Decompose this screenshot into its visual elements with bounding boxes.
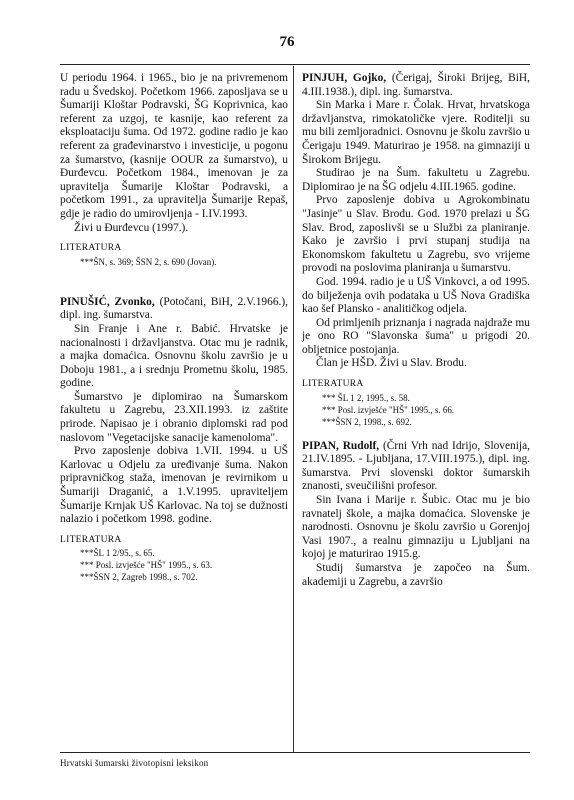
paragraph: Od primljenih priznanja i nagrada najdraže mu je ono RO "Slavonska šuma" u prigodi 20. obljetnice postojanja. — [302, 316, 530, 356]
entry-intro: (Čerigaj, Široki Brijeg, BiH, 4.III.1938.), dipl. ing. šumarstva. — [302, 72, 531, 98]
left-column — [60, 72, 288, 595]
literature-title: LITERATURA — [302, 379, 364, 390]
entry-intro: (Potočani, BiH, 2.V.1966.), dipl. ing. šumarstva. — [60, 295, 288, 322]
entry-pinjuh — [302, 72, 530, 428]
literature-item: *** Posl. izvješće "HŠ" 1995., s. 63. — [80, 560, 213, 571]
paragraph: Sin Franje i Ane r. Babić. Hrvatske je nacionalnosti i državljanstva. Otac mu je radnik, a majka domaćica. Osnovnu školu završio je u Doboju 1981., a i srednju Prometnu školu, 1985. godine. — [60, 322, 288, 390]
column-divider — [293, 66, 294, 752]
paragraph: Šumarstvo je diplomirao na Šumarskom fakultetu u Zagrebu, 23.XII.1993. iz zaštite prirode. Napisao je i obranio diplomski rad pod naslovom "Vegetacijske sanacije kamenoloma". — [60, 390, 288, 444]
paragraph: Prvo zaposlenje dobiva 1.VII. 1994. u UŠ Karlovac u Odjelu za uređivanje šuma. Nakon pripravničkog staža, imenovan je revirnikom u Šumariji Draganić, a 1.V.1995. upraviteljem Šumarije Krnjak UŠ Karlovac. Na toj se dužnosti nalazio i početkom 1998. godine. — [60, 445, 288, 526]
literature-title: LITERATURA — [60, 243, 122, 254]
paragraph: Prvo zaposlenje dobiva u Agrokombinatu "Jasinje" u Slav. Brodu. God. 1970 prelazi u ŠG Slav. Brod, zaposlivši se u Službi za planiranje. Kako je završio i prvi stupanj studija na Ekonomskom fakultetu u Zagrebu, svo vrijeme provodi na poslovima planiranja u šumarstvu. — [302, 194, 530, 275]
paragraph: Živi u Đurđevcu (1997.). — [74, 221, 189, 234]
entry-name: PINUŠIĆ, Zvonko, — [60, 295, 155, 308]
literature-item: ***ŠN, s. 369; ŠSN 2, s. 690 (Jovan). — [80, 256, 217, 267]
entry-pinusic — [60, 296, 288, 584]
paragraph: Studirao je na Šum. fakultetu u Zagrebu. Diplomirao je na ŠG odjelu 4.III.1965. godine. — [302, 167, 530, 193]
entry-heading — [302, 440, 530, 494]
paragraph: Sin Marka i Mare r. Čolak. Hrvat, hrvatskoga državljanstva, rimokatoličke vjere. Roditelji su mu bili zemljoradnici. Osnovnu je školu završio u Čerigaju 1949. Maturirao je 1958. na gimnaziji u Širokom Brijegu. — [302, 99, 530, 166]
paragraph: Sin Ivana i Marije r. Šubic. Otac mu je bio ravnatelj škole, a majka domaćica. Slovenske je narodnosti. Osnovnu je školu završio u Gorenjoj Vasi 1907., a realnu gimnaziju u Ljubljani na kojoj je maturirao 1915.g. — [302, 494, 530, 561]
literature-item: ***ŠSN 2, Zagreb 1998., s. 702. — [80, 572, 198, 583]
right-column — [302, 72, 530, 601]
paragraph: God. 1994. radio je u UŠ Vinkovci, a od 1995. do bilježenja ovih podataka u UŠ Nova Gradiška kao šef Plansko - analitičkog odjela. — [302, 275, 530, 316]
header-rule — [60, 64, 530, 65]
entry-heading — [302, 72, 530, 99]
literature-item: *** Posl. izvješće "HŠ" 1995., s. 66. — [322, 404, 455, 415]
paragraph: Studij šumarstva je započeo na Šum. akademiji u Zagrebu, a završio — [302, 562, 530, 588]
paragraph: U periodu 1964. i 1965., bio je na privremenom radu u Švedskoj. Početkom 1966. zaposljava se u Šumariji Kloštar Podravski, ŠG Koprivnica, kao referent za uzgoj, te kasnije, kao referent za eksploataciju šuma. Od 1972. godine radio je kao referent za građevinarstvo i investicije, u pogonu za šumarstvo, (kasnije OOUR za šumarstvo), u Đurđevcu. Početkom 1984., imenovan je za upravitelja Šumarije Kloštar Podravski, a početkom 1991., za upravitelja Šumarije Repaš, gdje je radio do umirovljenja - I.IV.1993. — [60, 72, 288, 220]
continued-entry — [60, 72, 288, 268]
literature-title: LITERATURA — [60, 534, 122, 545]
page-number: 76 — [279, 34, 295, 50]
entry-name: PIPAN, Rudolf, — [302, 439, 380, 452]
literature-item: ***ŠSN 2, 1998., s. 692. — [322, 416, 412, 427]
paragraph: Član je HŠD. Živi u Slav. Brodu. — [316, 357, 467, 370]
entry-heading — [60, 296, 288, 323]
running-footer: Hrvatski šumarski životopisni leksikon — [60, 758, 209, 768]
literature-item: ***ŠL 1 2/95., s. 65. — [80, 548, 155, 559]
entry-pipan — [302, 440, 530, 590]
literature-item: *** ŠL 1 2, 1995., s. 58. — [322, 392, 410, 403]
entry-name: PINJUH, Gojko, — [302, 72, 387, 84]
footer-rule — [60, 752, 530, 753]
entry-intro: (Črni Vrh nad Idrijo, Slovenija, 21.IV.1895. - Ljubljana, 17.VIII.1975.), dipl. ing. šumarstva. Prvi slovenski doktor šumarskih znanosti, sveučilišni profesor. — [302, 439, 530, 493]
